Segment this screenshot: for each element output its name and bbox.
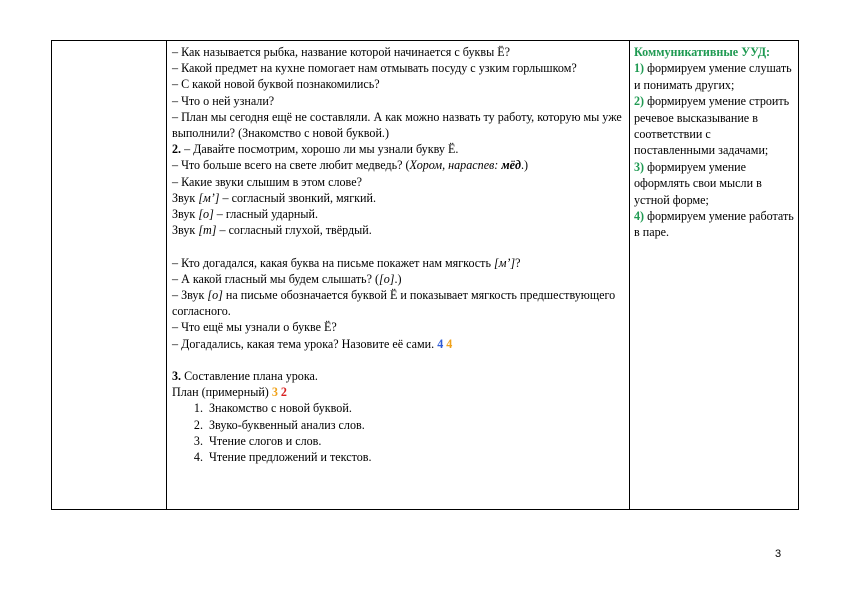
sound-m: [172, 190, 625, 206]
text-span: Звук: [172, 223, 199, 238]
text-span: План (примерный): [172, 385, 272, 400]
spacer: [172, 238, 625, 254]
question-new-letter: – С какой новой буквой познакомились?: [172, 77, 380, 92]
section-number: 3.: [172, 369, 182, 384]
text-span: – А какой гласный мы будем слышать? (: [172, 271, 379, 286]
explanation-letter: [172, 287, 625, 319]
question-what-learned: – Что о ней узнали?: [172, 93, 275, 108]
question-vowel: [172, 271, 625, 287]
uud-item-text: формируем умение оформлять свои мысли в устной форме;: [634, 159, 762, 207]
uud-item: [634, 208, 794, 241]
question-topic: [172, 336, 625, 352]
question-bear: [172, 157, 625, 173]
text-span: – согласный звонкий, мягкий.: [219, 190, 377, 205]
uud-item: [634, 60, 794, 93]
transcription: [о]: [198, 207, 214, 222]
uud-title: [634, 44, 794, 60]
text-span: .): [521, 158, 529, 173]
text-span: на письме обозначается буквой Ё и показывает мягкость предшествующего согласного.: [172, 288, 616, 319]
uud-item-number: 4): [634, 209, 645, 224]
uud-title-text: Коммуникативные УУД:: [634, 45, 771, 59]
transcription: [о]: [379, 271, 395, 286]
text-span: Звук: [172, 190, 199, 205]
text-span: Звук: [172, 207, 199, 222]
uud-item-number: 2): [634, 94, 645, 109]
lesson-table: [51, 40, 799, 510]
text-span: – Догадались, какая тема урока? Назовите её сами.: [172, 336, 438, 351]
teacher-activity-content: [167, 41, 629, 465]
plan-label: [172, 384, 625, 400]
transcription: [т]: [198, 223, 217, 238]
text-span: – согласный глухой, твёрдый.: [216, 223, 372, 238]
transcription: [м’]: [198, 190, 220, 205]
plan-list: [172, 400, 625, 465]
text-span: .): [394, 271, 402, 286]
text-span: ?: [515, 255, 521, 270]
text-span: – Звук: [172, 288, 208, 303]
list-item: 3. Чтение слогов и слов.: [206, 433, 625, 449]
text-span: – Кто догадался, какая буква на письме покажет нам мягкость: [172, 255, 494, 270]
question-sounds: – Какие звуки слышим в этом слове?: [172, 174, 362, 189]
section-text: – Давайте посмотрим, хорошо ли мы узнали букву Ё.: [181, 142, 459, 157]
table-row: [52, 41, 799, 510]
section-3-heading: [172, 368, 625, 384]
uud-item-text: формируем умение слушать и понимать других;: [634, 61, 792, 92]
list-item: 2. Звуко-буквенный анализ слов.: [206, 417, 625, 433]
page-number: 3: [775, 548, 782, 560]
list-item: 4. Чтение предложений и текстов.: [206, 449, 625, 465]
question-softness: [172, 255, 625, 271]
text-span: – гласный ударный.: [213, 207, 319, 222]
section-2-heading: [172, 141, 625, 157]
spacer: [172, 352, 625, 368]
list-item: 1. Знакомство с новой буквой.: [206, 400, 625, 416]
question-fish: – Как называется рыбка, название которой начинается с буквы Ё?: [172, 45, 510, 59]
sound-o: [172, 206, 625, 222]
uud-item: [634, 93, 794, 159]
text-span: – Что больше всего на свете любит медведь? (: [172, 158, 410, 173]
uud-cell: [630, 41, 799, 510]
italic-span: Хором, нараспев:: [409, 158, 502, 173]
uud-item: [634, 159, 794, 208]
teacher-activity-cell: [167, 41, 630, 510]
mark-blue: 4: [437, 336, 444, 351]
uud-content: [630, 41, 798, 241]
answer-word: мёд: [501, 158, 522, 173]
uud-item-text: формируем умение работать в паре.: [634, 209, 794, 240]
empty-stage-cell: [52, 41, 167, 510]
transcription: [о]: [207, 288, 223, 303]
question-kitchen: – Какой предмет на кухне помогает нам отмывать посуду с узким горлышком?: [172, 61, 577, 76]
uud-item-text: формируем умение строить речевое высказывание в соответствии с поставленными задачами;: [634, 94, 790, 158]
sound-t: [172, 222, 625, 238]
mark-red: 2: [280, 385, 287, 400]
section-number: 2.: [172, 142, 182, 157]
uud-item-number: 3): [634, 159, 645, 174]
section-text: Составление плана урока.: [181, 369, 318, 384]
question-more: – Что ещё мы узнали о букве Ё?: [172, 320, 337, 335]
question-plan: – План мы сегодня ещё не составляли. А как можно назвать ту работу, которую мы уже выполнили? (Знакомство с новой буквой.): [172, 109, 622, 141]
mark-orange: 3: [271, 385, 278, 400]
uud-item-number: 1): [634, 61, 645, 76]
transcription: [м’]: [493, 255, 516, 270]
mark-orange: 4: [446, 336, 453, 351]
